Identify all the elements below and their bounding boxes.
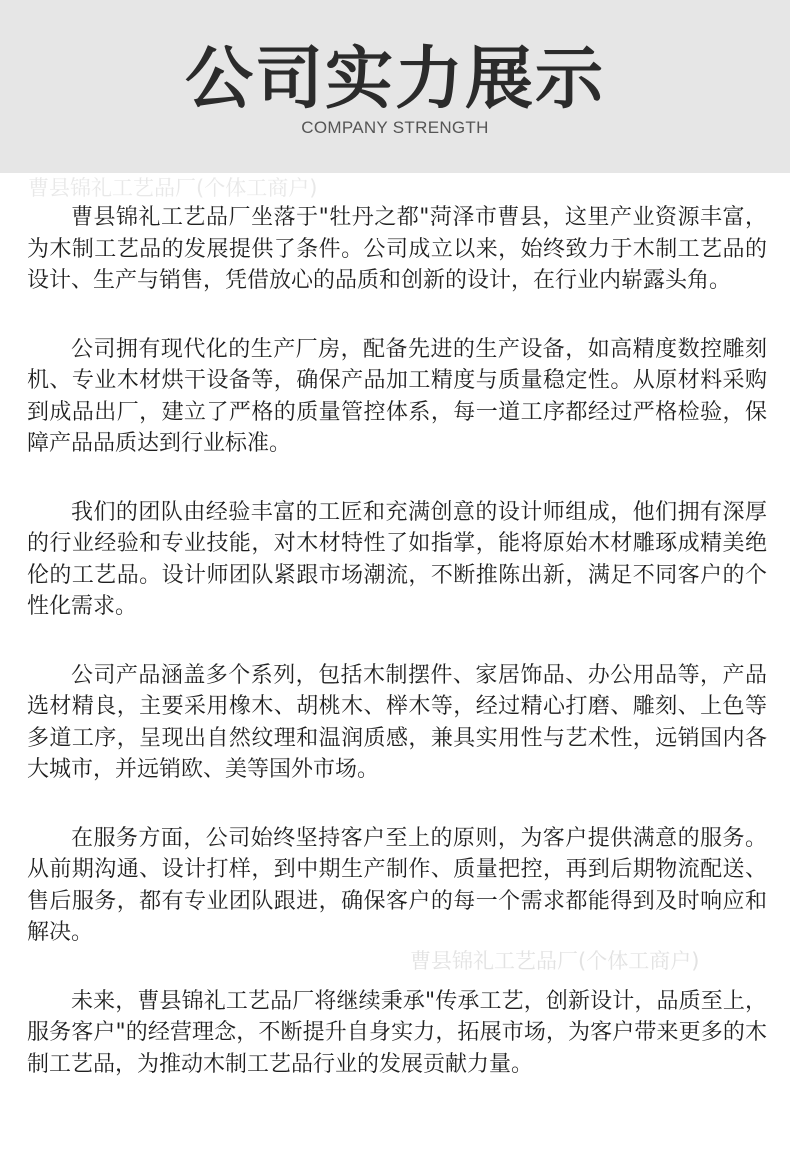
page-title: 公司实力展示 [184,40,605,119]
paragraph-service: 在服务方面，公司始终坚持客户至上的原则，为客户提供满意的服务。从前期沟通、设计打样，到中期生产制作、质量把控，再到后期物流配送、售后服务，都有专业团队跟进，确保客户的每一个需求都能得到及时响应和解决。 [27,825,767,945]
paragraph-future: 未来，曹县锦礼工艺品厂将继续秉承"传承工艺，创新设计，品质至上，服务客户"的经营理念，不断提升自身实力，拓展市场，为客户带来更多的木制工艺品，为推动木制工艺品行业的发展贡献力量。 [27,988,767,1077]
watermark-middle: 曹县锦礼工艺品厂(个体工商户) [410,949,700,973]
article-body [27,202,767,1117]
paragraph-intro: 曹县锦礼工艺品厂坐落于"牡丹之都"菏泽市曹县，这里产业资源丰富，为木制工艺品的发展提供了条件。公司成立以来，始终致力于木制工艺品的设计、生产与销售，凭借放心的品质和创新的设计，在行业内崭露头角。 [27,205,767,293]
paragraph-products: 公司产品涵盖多个系列，包括木制摆件、家居饰品、办公用品等，产品选材精良，主要采用橡木、胡桃木、榉木等，经过精心打磨、雕刻、上色等多道工序，呈现出自然纹理和温润质感，兼具实用性与艺术性，远销国内各大城市，并远销欧、美等国外市场。 [27,662,767,782]
paragraph-team: 我们的团队由经验丰富的工匠和充满创意的设计师组成，他们拥有深厚的行业经验和专业技能，对木材特性了如指掌，能将原始木材雕琢成精美绝伦的工艺品。设计师团队紧跟市场潮流，不断推陈出新，满足不同客户的个性化需求。 [27,499,767,619]
page-subtitle: COMPANY STRENGTH [301,118,489,137]
watermark-top: 曹县锦礼工艺品厂(个体工商户) [28,176,318,200]
paragraph-facilities: 公司拥有现代化的生产厂房，配备先进的生产设备，如高精度数控雕刻机、专业木材烘干设备等，确保产品加工精度与质量稳定性。从原材料采购到成品出厂，建立了严格的质量管控体系，每一道工序都经过严格检验，保障产品品质达到行业标准。 [27,336,767,456]
